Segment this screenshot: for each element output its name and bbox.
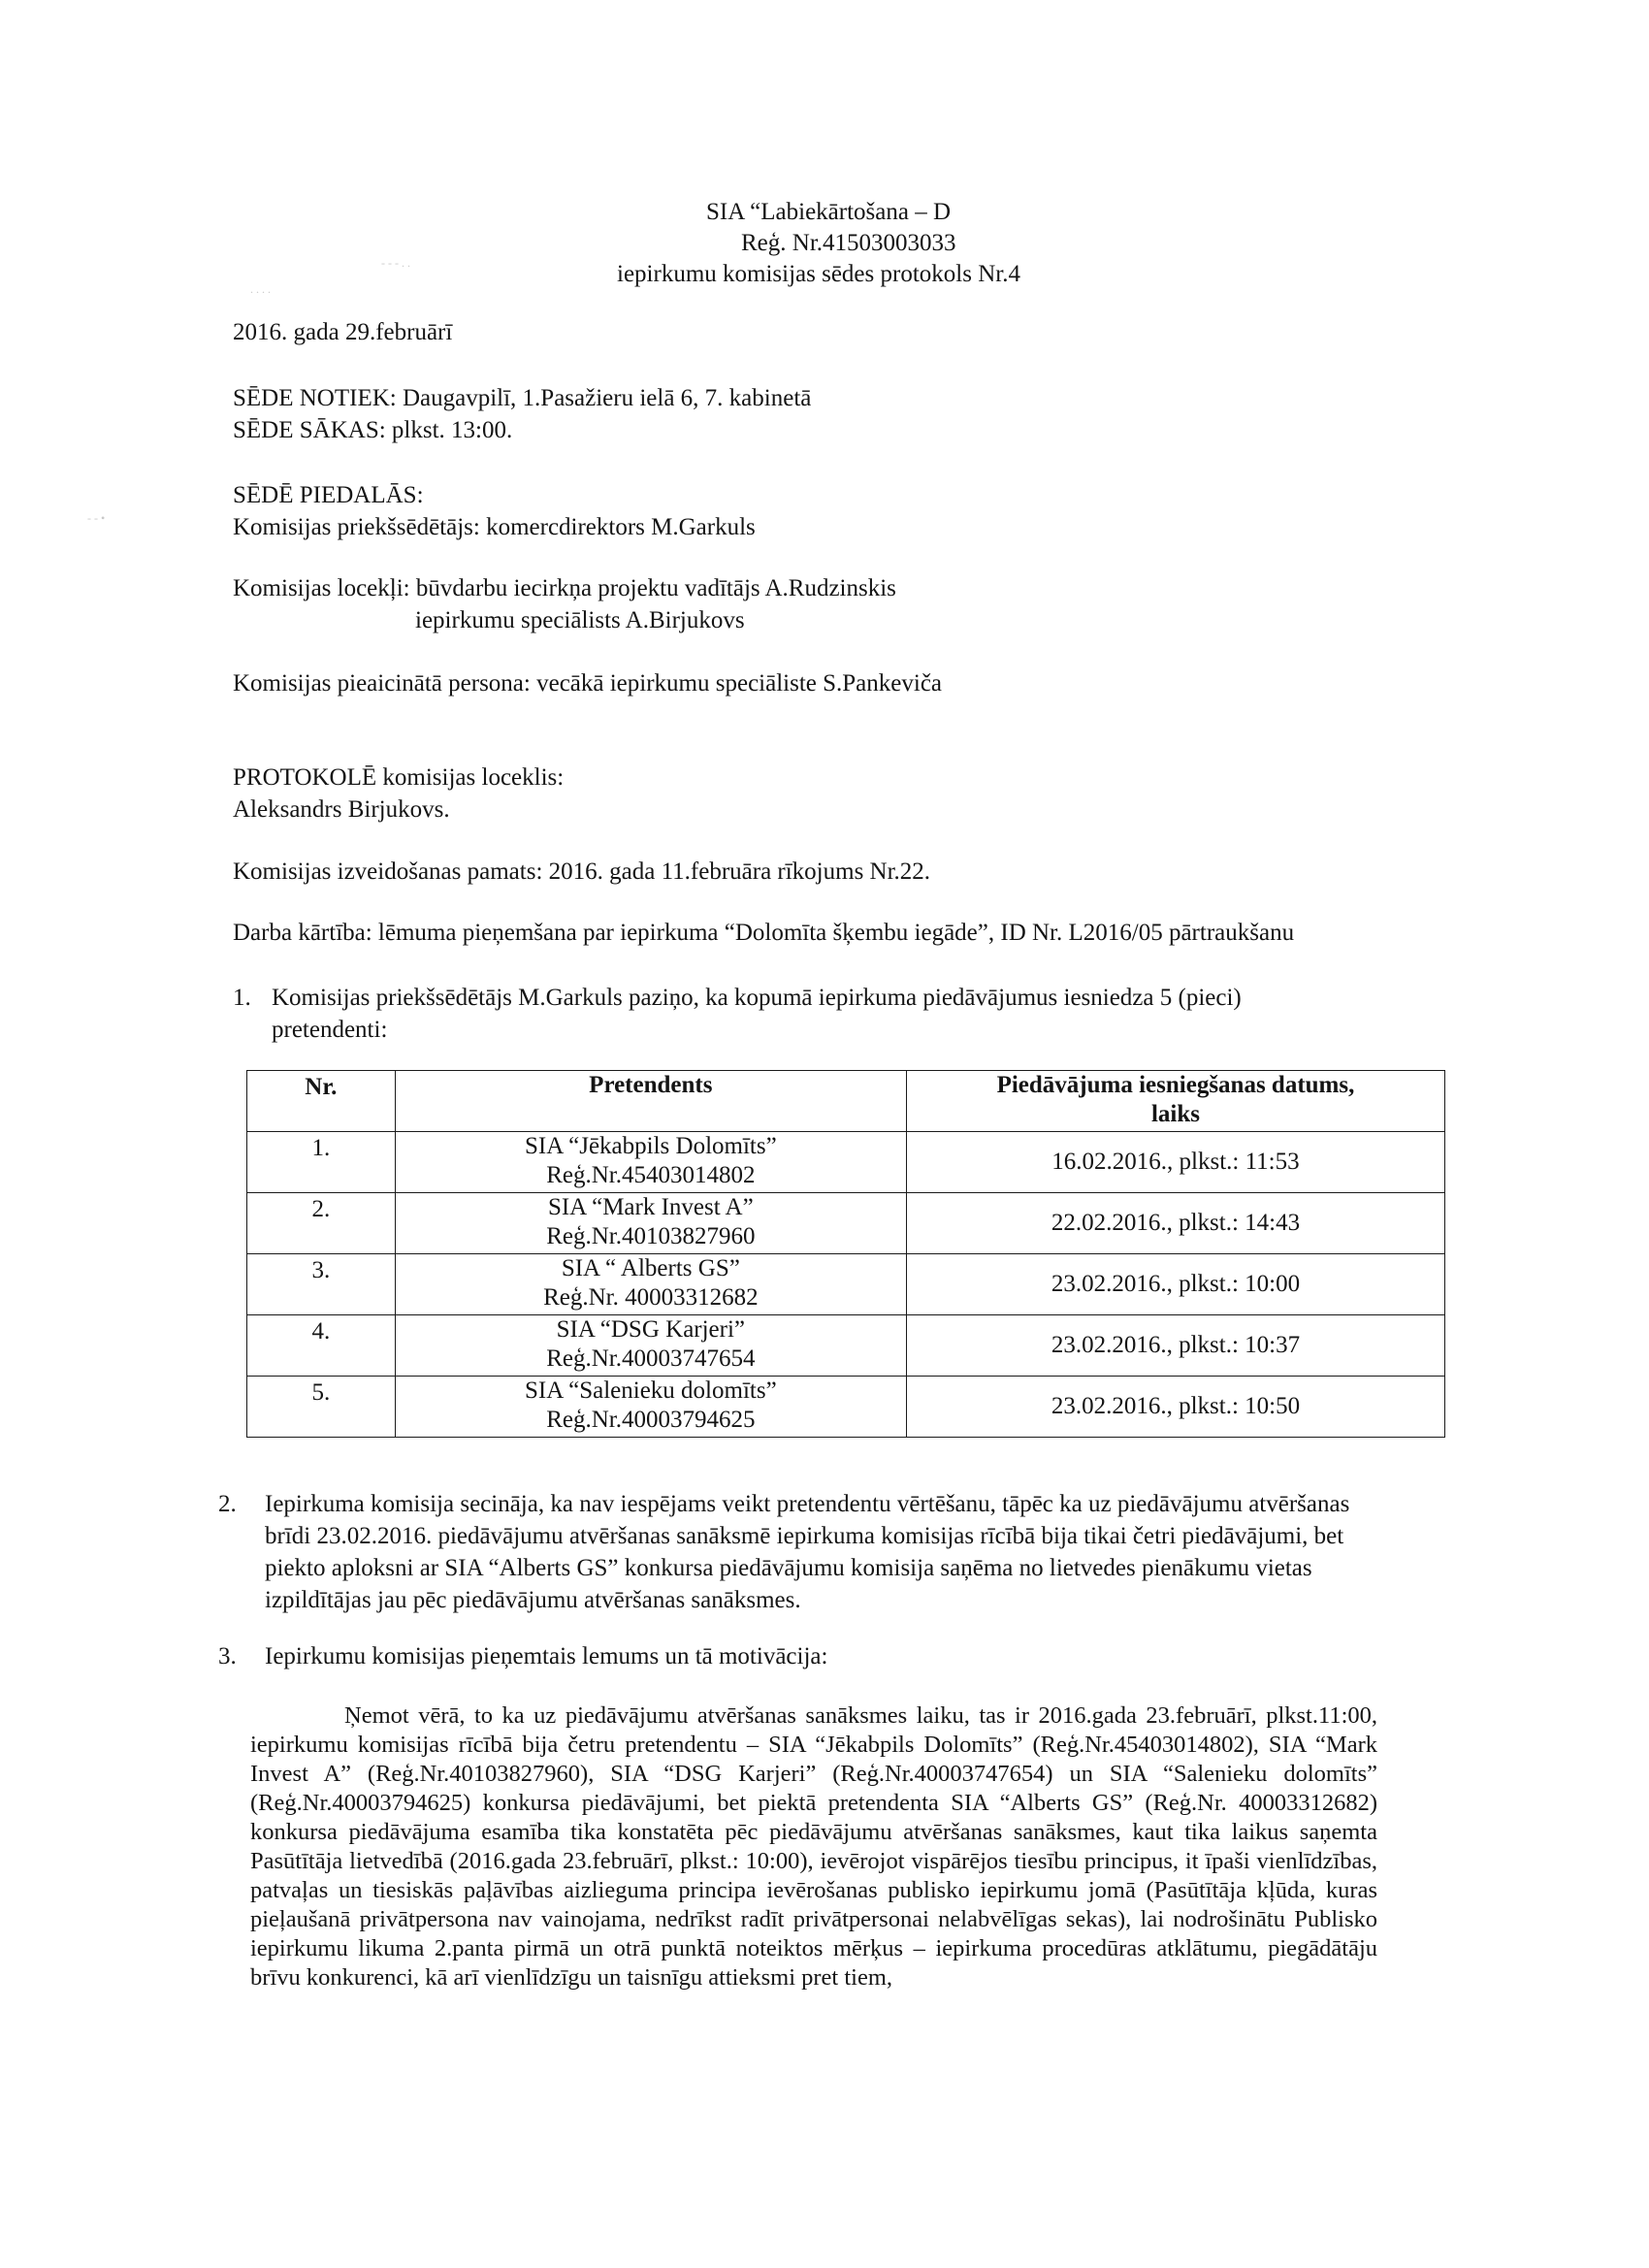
- submission-time: 23.02.2016., plkst.: 10:00: [906, 1254, 1444, 1315]
- item-text: Iepirkumu komisijas pieņemtais lemums un tā motivācija:: [265, 1643, 828, 1669]
- members-line: iepirkumu speciālists A.Birjukovs: [415, 607, 745, 633]
- scan-speck: - - •: [87, 511, 106, 525]
- row-number: 3.: [247, 1254, 396, 1315]
- company-reg: Reģ. Nr.41503003033: [741, 230, 956, 256]
- bidder-cell: [395, 1315, 906, 1377]
- commission-basis: Komisijas izveidošanas pamats: 2016. gada 11.februāra rīkojums Nr.22.: [233, 859, 931, 885]
- bidder-reg: Reģ.Nr.40003794625: [546, 1407, 756, 1433]
- submission-time: 23.02.2016., plkst.: 10:37: [906, 1315, 1444, 1377]
- list-item: [218, 1488, 1382, 1616]
- item-number: 3.: [218, 1643, 237, 1669]
- table-row: [247, 1377, 1445, 1438]
- bidder-cell: [395, 1193, 906, 1254]
- item-number: 1.: [233, 985, 251, 1011]
- submission-time: 16.02.2016., plkst.: 11:53: [906, 1132, 1444, 1193]
- document-date: 2016. gada 29.februārī: [233, 319, 453, 345]
- participants-heading: SĒDĒ PIEDALĀS:: [233, 482, 424, 508]
- row-number: 4.: [247, 1315, 396, 1377]
- bidder-reg: Reģ.Nr.40003747654: [546, 1345, 756, 1372]
- protocol-name: Aleksandrs Birjukovs.: [233, 796, 450, 823]
- document-header: [617, 197, 1020, 290]
- bidder-name: SIA “ Alberts GS”: [561, 1255, 740, 1281]
- motivation-paragraph: [250, 1701, 1377, 1993]
- bidder-cell: [395, 1254, 906, 1315]
- bidder-reg: Reģ.Nr.45403014802: [546, 1162, 756, 1188]
- submission-time: 23.02.2016., plkst.: 10:50: [906, 1377, 1444, 1438]
- participants-block: [233, 479, 756, 543]
- bidder-reg: Reģ.Nr.40103827960: [546, 1223, 756, 1249]
- meeting-start: SĒDE SĀKAS: plkst. 13:00.: [233, 417, 513, 443]
- company-name: SIA “Labiekārtošana – D: [706, 199, 952, 225]
- motivation-text: Ņemot vērā, to ka uz piedāvājumu atvēršanas sanāksmes laiku, tas ir 2016.gada 23.februārī, plkst.11:00, iepirkumu komisijas rīcībā bija četru pretendentu – SIA “Jēkabpils Dolomīts” (Reģ.Nr.45403014802), SIA “Mark Invest A” (Reģ.Nr.40103827960), SIA “DSG Karjeri” (Reģ.Nr.40003747654) un SIA “Salenieku dolomīts” (Reģ.Nr.40003794625) konkursa piedāvājumi, bet piektā pretendenta SIA “Alberts GS” (Reģ.Nr. 40003312682) konkursa piedāvājuma esamība tika konstatēta pēc piedāvājumu atvēršanas sanāksmes, kaut tika laikus saņemta Pasūtītāja lietvedībā (2016.gada 23.februārī, plkst.: 10:00), ievērojot vispārējos tiesību principus, it īpaši vienlīdzības, patvaļas un tiesiskās paļāvības aizlieguma principa ievērošanas publisko iepirkumu jomā (Pasūtītāja kļūda, kuras pieļaušanā privātpersona nav vainojama, nedrīkst radīt privātpersonai nelabvēlīgas sekas), lai nodrošinātu Publisko iepirkumu likuma 2.panta pirmā un otrā punktā noteiktos mērķus – iepirkuma procedūras atklātumu, piegādātāju brīvu konkurenci, kā arī vienlīdzīgu un taisnīgu attieksmi pret tiem,: [250, 1702, 1377, 1991]
- table-header-row: [247, 1071, 1445, 1132]
- commission-chair: Komisijas priekšsēdētājs: komercdirektors M.Garkuls: [233, 514, 756, 540]
- bidder-name: SIA “Mark Invest A”: [547, 1194, 754, 1220]
- bidder-reg: Reģ.Nr. 40003312682: [543, 1284, 759, 1311]
- protocol-title: iepirkumu komisijas sēdes protokols Nr.4: [617, 261, 1020, 287]
- bidder-cell: [395, 1377, 906, 1438]
- protocol-label: PROTOKOLĒ komisijas loceklis:: [233, 764, 565, 791]
- bidder-name: SIA “Jēkabpils Dolomīts”: [524, 1133, 777, 1159]
- row-number: 1.: [247, 1132, 396, 1193]
- meeting-info: [233, 382, 811, 446]
- meeting-location: SĒDE NOTIEK: Daugavpilī, 1.Pasažieru ielā 6, 7. kabinetā: [233, 385, 812, 411]
- bidder-name: SIA “Salenieku dolomīts”: [524, 1377, 777, 1404]
- list-item: [233, 982, 1377, 1046]
- item-text: Komisijas priekšsēdētājs M.Garkuls paziņo, ka kopumā iepirkuma piedāvājumus iesniedza 5 (pieci): [272, 985, 1242, 1011]
- row-number: 2.: [247, 1193, 396, 1254]
- item-number: 2.: [218, 1491, 237, 1517]
- table-row: [247, 1315, 1445, 1377]
- agenda: Darba kārtība: lēmuma pieņemšana par iepirkuma “Dolomīta šķembu iegāde”, ID Nr. L2016/05 pārtraukšanu: [233, 920, 1295, 946]
- item-text: pretendenti:: [272, 1017, 388, 1043]
- bidder-name: SIA “DSG Karjeri”: [556, 1316, 746, 1343]
- column-header-nr: Nr.: [247, 1071, 396, 1132]
- column-header-date: Piedāvājuma iesniegšanas datums, laiks: [906, 1071, 1444, 1132]
- list-item: [218, 1640, 1363, 1672]
- table-row: [247, 1132, 1445, 1193]
- item-text: Iepirkuma komisija secināja, ka nav iespējams veikt pretendentu vērtēšanu, tāpēc ka uz piedāvājumu atvēršanas brīdi 23.02.2016. piedāvājumu atvēršanas sanāksmē iepirkuma komisijas rīcībā bija tikai četri piedāvājumi, bet piekto aploksni ar SIA “Alberts GS” konkursa piedāvājumu komisija saņēma no lietvedes pienākumu vietas izpildītājas jau pēc piedāvājumu atvēršanas sanāksmes.: [265, 1491, 1350, 1613]
- bidder-cell: [395, 1132, 906, 1193]
- submission-time: 22.02.2016., plkst.: 14:43: [906, 1193, 1444, 1254]
- scan-speck: - - - . .: [381, 256, 410, 270]
- row-number: 5.: [247, 1377, 396, 1438]
- invited-person: Komisijas pieaicinātā persona: vecākā iepirkumu speciāliste S.Pankeviča: [233, 670, 943, 697]
- protocol-keeper: [233, 761, 564, 826]
- scan-speck: . . . .: [250, 282, 271, 296]
- column-header-bidder: Pretendents: [395, 1071, 906, 1132]
- members-line: Komisijas locekļi: būvdarbu iecirkņa projektu vadītājs A.Rudzinskis: [233, 575, 896, 601]
- commission-members: [233, 572, 896, 636]
- bidders-table: [246, 1070, 1445, 1438]
- table-row: [247, 1254, 1445, 1315]
- table-row: [247, 1193, 1445, 1254]
